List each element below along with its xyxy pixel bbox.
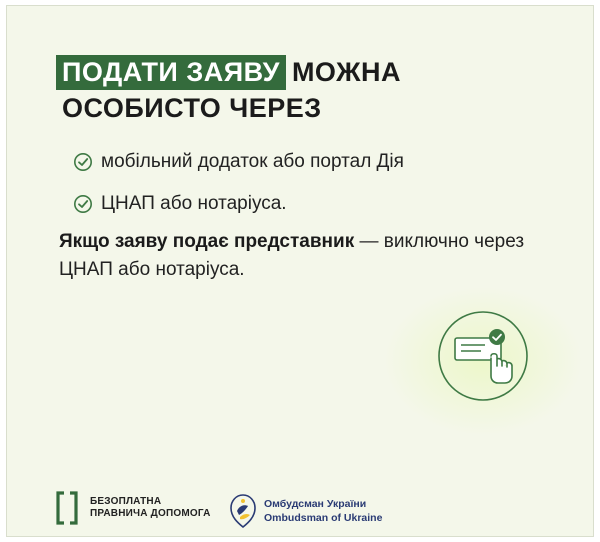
ombudsman-emblem-icon	[228, 493, 258, 529]
ombud-line1: Омбудсман України	[264, 498, 367, 510]
option-list	[73, 144, 404, 228]
headline-rest: МОЖНА	[291, 56, 401, 87]
list-item-label: ЦНАП або нотаріуса.	[101, 193, 287, 214]
headline-highlight: ПОДАТИ ЗАЯВУ	[56, 55, 286, 90]
headline	[56, 54, 401, 126]
hand-tap-document-check-icon	[437, 310, 529, 402]
note-bold: Якщо заяву подає представник	[59, 231, 355, 252]
headline-line2: ОСОБИСТО ЧЕРЕЗ	[62, 92, 322, 123]
bpd-line2: ПРАВНИЧА ДОПОМОГА	[90, 508, 211, 519]
note-rest: — виключно через ЦНАП або нотаріуса.	[59, 231, 525, 280]
list-item-label: мобільний додаток або портал Дія	[101, 151, 404, 172]
check-circle-icon	[73, 152, 93, 172]
bpd-bracket-icon	[56, 491, 78, 525]
check-circle-icon	[73, 194, 93, 214]
ombudsman-logo	[228, 493, 382, 529]
info-card	[6, 5, 594, 537]
list-item	[73, 144, 404, 180]
ombud-line2: Ombudsman of Ukraine	[264, 512, 383, 524]
bpd-line1: БЕЗОПЛАТНА	[90, 496, 162, 507]
bpd-logo	[56, 491, 211, 525]
list-item	[73, 186, 404, 222]
representative-note	[59, 228, 539, 284]
